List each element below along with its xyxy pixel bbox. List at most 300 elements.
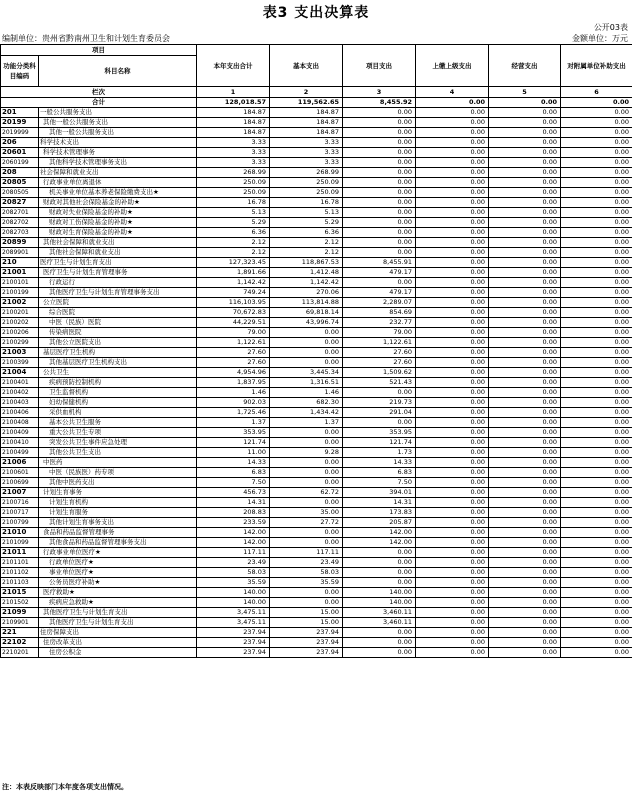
- col-num: 6: [561, 87, 632, 98]
- cell-project: 140.00: [343, 598, 416, 608]
- cell-code: 2100499: [1, 448, 39, 458]
- cell-sub: 0.00: [561, 338, 632, 348]
- cell-total: 749.24: [197, 288, 270, 298]
- cell-code: 2109901: [1, 618, 39, 628]
- cell-total: 6.36: [197, 228, 270, 238]
- cell-business: 0.00: [489, 178, 561, 188]
- cell-business: 0.00: [489, 118, 561, 128]
- table-row: [1, 378, 632, 388]
- table-row: [1, 228, 632, 238]
- cell-name: 中医（民族）医院: [39, 318, 197, 328]
- cell-basic: 0.00: [270, 498, 343, 508]
- cell-upper: 0.00: [416, 348, 489, 358]
- cell-code: 2060199: [1, 158, 39, 168]
- total-cell: 128,018.57: [197, 98, 270, 108]
- cell-total: 1,725.46: [197, 408, 270, 418]
- cell-total: 1,142.42: [197, 278, 270, 288]
- cell-upper: 0.00: [416, 438, 489, 448]
- table-row: [1, 578, 632, 588]
- cell-project: 121.74: [343, 438, 416, 448]
- cell-code: 2100799: [1, 518, 39, 528]
- cell-total: 2.12: [197, 238, 270, 248]
- cell-name: 医疗救助★: [39, 588, 197, 598]
- cell-basic: 0.00: [270, 338, 343, 348]
- cell-basic: 682.30: [270, 398, 343, 408]
- cell-sub: 0.00: [561, 168, 632, 178]
- cell-code: 2100206: [1, 328, 39, 338]
- cell-code: 2100399: [1, 358, 39, 368]
- cell-business: 0.00: [489, 638, 561, 648]
- cell-upper: 0.00: [416, 528, 489, 538]
- cell-project: 0.00: [343, 558, 416, 568]
- cell-sub: 0.00: [561, 128, 632, 138]
- cell-sub: 0.00: [561, 158, 632, 168]
- cell-upper: 0.00: [416, 218, 489, 228]
- cell-upper: 0.00: [416, 278, 489, 288]
- cell-basic: 0.00: [270, 438, 343, 448]
- cell-basic: 1,434.42: [270, 408, 343, 418]
- cell-basic: 0.00: [270, 328, 343, 338]
- table-row: [1, 428, 632, 438]
- cell-business: 0.00: [489, 168, 561, 178]
- cell-sub: 0.00: [561, 278, 632, 288]
- table-row: [1, 308, 632, 318]
- cell-basic: 250.09: [270, 188, 343, 198]
- cell-business: 0.00: [489, 468, 561, 478]
- cell-name: 卫生监督机构: [39, 388, 197, 398]
- cell-total: 184.87: [197, 118, 270, 128]
- cell-basic: 69,818.14: [270, 308, 343, 318]
- table-row: [1, 238, 632, 248]
- cell-basic: 1,412.48: [270, 268, 343, 278]
- cell-upper: 0.00: [416, 298, 489, 308]
- col-num: 3: [343, 87, 416, 98]
- table-row: [1, 318, 632, 328]
- cell-name: 传染病医院: [39, 328, 197, 338]
- cell-basic: 5.13: [270, 208, 343, 218]
- cell-upper: 0.00: [416, 228, 489, 238]
- cell-name: 其他一般公共服务支出: [39, 128, 197, 138]
- cell-sub: 0.00: [561, 468, 632, 478]
- cell-upper: 0.00: [416, 448, 489, 458]
- cell-total: 3.33: [197, 148, 270, 158]
- header-total: 本年支出合计: [197, 45, 270, 87]
- cell-code: 21015: [1, 588, 39, 598]
- table-row: [1, 628, 632, 638]
- cell-project: 205.87: [343, 518, 416, 528]
- cell-upper: 0.00: [416, 538, 489, 548]
- cell-name: 行政单位医疗★: [39, 558, 197, 568]
- expenditure-table: [0, 44, 632, 658]
- cell-upper: 0.00: [416, 308, 489, 318]
- cell-total: 44,229.51: [197, 318, 270, 328]
- table-row: [1, 288, 632, 298]
- cell-project: 0.00: [343, 228, 416, 238]
- cell-basic: 5.29: [270, 218, 343, 228]
- cell-name: 重大公共卫生专项: [39, 428, 197, 438]
- cell-upper: 0.00: [416, 388, 489, 398]
- table-row: [1, 388, 632, 398]
- table-row: [1, 328, 632, 338]
- cell-total: 70,672.83: [197, 308, 270, 318]
- table-row: [1, 558, 632, 568]
- cell-basic: 0.00: [270, 458, 343, 468]
- cell-project: 0.00: [343, 128, 416, 138]
- header-col-label: 栏次: [1, 87, 197, 98]
- cell-business: 0.00: [489, 618, 561, 628]
- cell-upper: 0.00: [416, 398, 489, 408]
- cell-basic: 15.00: [270, 618, 343, 628]
- cell-project: 1,122.61: [343, 338, 416, 348]
- table-row: [1, 138, 632, 148]
- cell-code: 20199: [1, 118, 39, 128]
- cell-code: 2210201: [1, 648, 39, 658]
- cell-code: 2101103: [1, 578, 39, 588]
- cell-business: 0.00: [489, 548, 561, 558]
- cell-name: 公共卫生: [39, 368, 197, 378]
- cell-code: 2100699: [1, 478, 39, 488]
- cell-name: 计划生育服务: [39, 508, 197, 518]
- cell-total: 233.59: [197, 518, 270, 528]
- cell-project: 0.00: [343, 648, 416, 658]
- table-row: [1, 258, 632, 268]
- cell-business: 0.00: [489, 538, 561, 548]
- cell-project: 479.17: [343, 288, 416, 298]
- cell-sub: 0.00: [561, 348, 632, 358]
- cell-business: 0.00: [489, 558, 561, 568]
- cell-code: 21010: [1, 528, 39, 538]
- cell-name: 财政对工伤保险基金的补助★: [39, 218, 197, 228]
- cell-business: 0.00: [489, 108, 561, 118]
- header-basic: 基本支出: [270, 45, 343, 87]
- cell-code: 21002: [1, 298, 39, 308]
- cell-sub: 0.00: [561, 298, 632, 308]
- cell-project: 0.00: [343, 638, 416, 648]
- cell-basic: 6.36: [270, 228, 343, 238]
- page-title: 表3 支出决算表: [262, 5, 370, 21]
- cell-sub: 0.00: [561, 598, 632, 608]
- table-row: [1, 618, 632, 628]
- cell-code: 2082701: [1, 208, 39, 218]
- cell-basic: 184.87: [270, 128, 343, 138]
- cell-total: 5.29: [197, 218, 270, 228]
- cell-project: 0.00: [343, 628, 416, 638]
- cell-business: 0.00: [489, 598, 561, 608]
- cell-basic: 0.00: [270, 358, 343, 368]
- cell-total: 208.83: [197, 508, 270, 518]
- cell-code: 20601: [1, 148, 39, 158]
- cell-project: 79.00: [343, 328, 416, 338]
- cell-sub: 0.00: [561, 198, 632, 208]
- cell-project: 1,509.62: [343, 368, 416, 378]
- cell-business: 0.00: [489, 188, 561, 198]
- cell-project: 6.83: [343, 468, 416, 478]
- cell-code: 2101502: [1, 598, 39, 608]
- cell-basic: 270.06: [270, 288, 343, 298]
- cell-sub: 0.00: [561, 608, 632, 618]
- cell-business: 0.00: [489, 258, 561, 268]
- cell-upper: 0.00: [416, 478, 489, 488]
- cell-sub: 0.00: [561, 218, 632, 228]
- table-row: [1, 598, 632, 608]
- cell-total: 1,837.95: [197, 378, 270, 388]
- cell-sub: 0.00: [561, 478, 632, 488]
- cell-project: 0.00: [343, 218, 416, 228]
- cell-code: 20827: [1, 198, 39, 208]
- header-upper: 上缴上级支出: [416, 45, 489, 87]
- cell-business: 0.00: [489, 238, 561, 248]
- cell-sub: 0.00: [561, 648, 632, 658]
- cell-project: 0.00: [343, 388, 416, 398]
- cell-project: 173.83: [343, 508, 416, 518]
- cell-sub: 0.00: [561, 528, 632, 538]
- cell-business: 0.00: [489, 308, 561, 318]
- cell-name: 科学技术管理事务: [39, 148, 197, 158]
- cell-total: 184.87: [197, 108, 270, 118]
- cell-business: 0.00: [489, 458, 561, 468]
- header-item: 项目: [1, 45, 197, 56]
- cell-code: 2019999: [1, 128, 39, 138]
- money-unit: 金额单位：万元: [572, 34, 628, 43]
- cell-upper: 0.00: [416, 128, 489, 138]
- cell-business: 0.00: [489, 448, 561, 458]
- cell-business: 0.00: [489, 408, 561, 418]
- footnote: 注：本表反映部门本年度各项支出情况。: [2, 783, 128, 791]
- cell-code: 2100717: [1, 508, 39, 518]
- cell-upper: 0.00: [416, 458, 489, 468]
- cell-sub: 0.00: [561, 638, 632, 648]
- cell-business: 0.00: [489, 318, 561, 328]
- table-row: [1, 128, 632, 138]
- cell-code: 208: [1, 168, 39, 178]
- cell-total: 116,103.95: [197, 298, 270, 308]
- cell-total: 5.13: [197, 208, 270, 218]
- cell-sub: 0.00: [561, 588, 632, 598]
- cell-upper: 0.00: [416, 558, 489, 568]
- cell-code: 20899: [1, 238, 39, 248]
- cell-name: 财政对失业保险基金的补助★: [39, 208, 197, 218]
- header-sub: 对附属单位补助支出: [561, 45, 632, 87]
- cell-business: 0.00: [489, 248, 561, 258]
- cell-upper: 0.00: [416, 208, 489, 218]
- cell-sub: 0.00: [561, 268, 632, 278]
- cell-project: 14.33: [343, 458, 416, 468]
- table-row: [1, 348, 632, 358]
- table-row: [1, 518, 632, 528]
- cell-business: 0.00: [489, 518, 561, 528]
- cell-total: 121.74: [197, 438, 270, 448]
- cell-business: 0.00: [489, 328, 561, 338]
- header-business: 经营支出: [489, 45, 561, 87]
- cell-basic: 0.00: [270, 348, 343, 358]
- total-cell: 0.00: [561, 98, 632, 108]
- table-row: [1, 488, 632, 498]
- cell-sub: 0.00: [561, 148, 632, 158]
- cell-basic: 237.94: [270, 628, 343, 638]
- table-row: [1, 398, 632, 408]
- cell-upper: 0.00: [416, 198, 489, 208]
- cell-project: 0.00: [343, 108, 416, 118]
- cell-upper: 0.00: [416, 178, 489, 188]
- cell-basic: 3.33: [270, 138, 343, 148]
- cell-sub: 0.00: [561, 578, 632, 588]
- cell-business: 0.00: [489, 498, 561, 508]
- cell-code: 21006: [1, 458, 39, 468]
- cell-sub: 0.00: [561, 538, 632, 548]
- cell-basic: 184.87: [270, 118, 343, 128]
- cell-basic: 1.37: [270, 418, 343, 428]
- cell-code: 2082703: [1, 228, 39, 238]
- cell-total: 3,475.11: [197, 618, 270, 628]
- cell-code: 21007: [1, 488, 39, 498]
- cell-basic: 118,867.53: [270, 258, 343, 268]
- total-cell: 119,562.65: [270, 98, 343, 108]
- cell-upper: 0.00: [416, 338, 489, 348]
- table-row: [1, 118, 632, 128]
- cell-business: 0.00: [489, 438, 561, 448]
- cell-name: 其他社会保障和就业支出: [39, 248, 197, 258]
- cell-upper: 0.00: [416, 488, 489, 498]
- cell-name: 医疗卫生与计划生育支出: [39, 258, 197, 268]
- header-project: 项目支出: [343, 45, 416, 87]
- cell-upper: 0.00: [416, 418, 489, 428]
- cell-basic: 1,316.51: [270, 378, 343, 388]
- cell-code: 2100406: [1, 408, 39, 418]
- cell-code: 2100202: [1, 318, 39, 328]
- cell-basic: 250.09: [270, 178, 343, 188]
- table-row: [1, 418, 632, 428]
- cell-name: 中医药: [39, 458, 197, 468]
- cell-business: 0.00: [489, 388, 561, 398]
- table-row: [1, 448, 632, 458]
- table-row: [1, 208, 632, 218]
- cell-business: 0.00: [489, 158, 561, 168]
- cell-sub: 0.00: [561, 238, 632, 248]
- cell-sub: 0.00: [561, 458, 632, 468]
- cell-basic: 237.94: [270, 638, 343, 648]
- cell-code: 2100408: [1, 418, 39, 428]
- cell-name: 基层医疗卫生机构: [39, 348, 197, 358]
- cell-upper: 0.00: [416, 358, 489, 368]
- cell-code: 2100401: [1, 378, 39, 388]
- cell-name: 社会保障和就业支出: [39, 168, 197, 178]
- cell-name: 妇幼保健机构: [39, 398, 197, 408]
- cell-total: 184.87: [197, 128, 270, 138]
- cell-total: 237.94: [197, 648, 270, 658]
- cell-sub: 0.00: [561, 428, 632, 438]
- cell-code: 2082702: [1, 218, 39, 228]
- cell-sub: 0.00: [561, 328, 632, 338]
- table-row: [1, 218, 632, 228]
- cell-business: 0.00: [489, 278, 561, 288]
- cell-business: 0.00: [489, 528, 561, 538]
- cell-upper: 0.00: [416, 408, 489, 418]
- cell-code: 2100402: [1, 388, 39, 398]
- cell-total: 1.37: [197, 418, 270, 428]
- cell-total: 23.49: [197, 558, 270, 568]
- compiling-unit: 编制单位：贵州省黔南州卫生和计划生育委员会: [2, 34, 170, 43]
- cell-basic: 23.49: [270, 558, 343, 568]
- cell-upper: 0.00: [416, 548, 489, 558]
- cell-total: 237.94: [197, 628, 270, 638]
- cell-project: 142.00: [343, 538, 416, 548]
- cell-business: 0.00: [489, 288, 561, 298]
- cell-upper: 0.00: [416, 588, 489, 598]
- table-row: [1, 368, 632, 378]
- cell-basic: 237.94: [270, 648, 343, 658]
- cell-project: 0.00: [343, 278, 416, 288]
- cell-code: 21011: [1, 548, 39, 558]
- cell-total: 902.03: [197, 398, 270, 408]
- cell-basic: 1,142.42: [270, 278, 343, 288]
- cell-sub: 0.00: [561, 258, 632, 268]
- cell-project: 353.95: [343, 428, 416, 438]
- cell-name: 中医（民族医）药专项: [39, 468, 197, 478]
- cell-basic: 0.00: [270, 428, 343, 438]
- cell-code: 2100201: [1, 308, 39, 318]
- cell-name: 其他公共卫生支出: [39, 448, 197, 458]
- cell-total: 79.00: [197, 328, 270, 338]
- cell-project: 14.31: [343, 498, 416, 508]
- cell-code: 2100199: [1, 288, 39, 298]
- cell-code: 22102: [1, 638, 39, 648]
- cell-name: 财政对其他社会保险基金的补助★: [39, 198, 197, 208]
- cell-basic: 0.00: [270, 468, 343, 478]
- cell-upper: 0.00: [416, 248, 489, 258]
- cell-upper: 0.00: [416, 628, 489, 638]
- cell-upper: 0.00: [416, 268, 489, 278]
- cell-sub: 0.00: [561, 358, 632, 368]
- cell-upper: 0.00: [416, 468, 489, 478]
- cell-basic: 1.46: [270, 388, 343, 398]
- cell-name: 事业单位医疗★: [39, 568, 197, 578]
- cell-name: 科学技术支出: [39, 138, 197, 148]
- cell-name: 其他一般公共服务支出: [39, 118, 197, 128]
- cell-name: 住房改革支出: [39, 638, 197, 648]
- cell-upper: 0.00: [416, 238, 489, 248]
- cell-upper: 0.00: [416, 258, 489, 268]
- cell-code: 2100101: [1, 278, 39, 288]
- cell-sub: 0.00: [561, 618, 632, 628]
- cell-upper: 0.00: [416, 118, 489, 128]
- cell-total: 250.09: [197, 178, 270, 188]
- table-row: [1, 268, 632, 278]
- cell-total: 35.59: [197, 578, 270, 588]
- cell-name: 行政运行: [39, 278, 197, 288]
- cell-business: 0.00: [489, 418, 561, 428]
- cell-basic: 0.00: [270, 538, 343, 548]
- cell-name: 行政事业单位医疗★: [39, 548, 197, 558]
- cell-total: 3.33: [197, 158, 270, 168]
- cell-upper: 0.00: [416, 378, 489, 388]
- cell-business: 0.00: [489, 578, 561, 588]
- cell-code: 21004: [1, 368, 39, 378]
- cell-sub: 0.00: [561, 388, 632, 398]
- cell-sub: 0.00: [561, 518, 632, 528]
- cell-project: 0.00: [343, 248, 416, 258]
- cell-upper: 0.00: [416, 318, 489, 328]
- cell-basic: 43,996.74: [270, 318, 343, 328]
- cell-total: 142.00: [197, 528, 270, 538]
- cell-project: 0.00: [343, 568, 416, 578]
- cell-name: 其他社会保障和就业支出: [39, 238, 197, 248]
- cell-name: 突发公共卫生事件应急处理: [39, 438, 197, 448]
- col-num: 5: [489, 87, 561, 98]
- cell-business: 0.00: [489, 368, 561, 378]
- table-row: [1, 478, 632, 488]
- cell-project: 0.00: [343, 198, 416, 208]
- cell-total: 1,891.66: [197, 268, 270, 278]
